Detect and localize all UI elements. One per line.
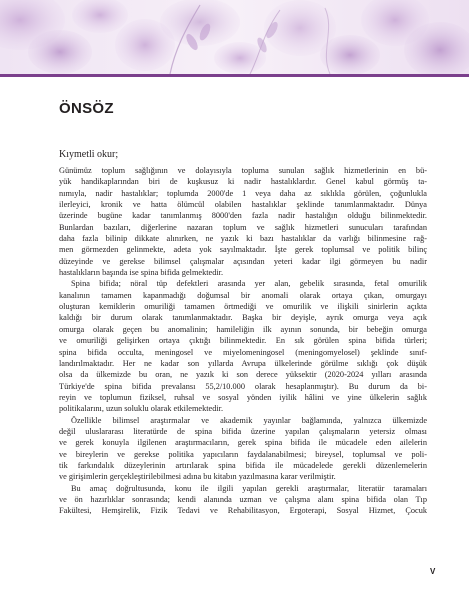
text-line: ve gerek konuyla ilgilenen araştırmacıların, gerek spina bifida ile mücadele eden ailelerin (59, 438, 427, 448)
text-line: Spina bifida; nöral tüp defektleri arasında yer alan, gebelik sırasında, fetal omurilik (71, 279, 427, 289)
text-line: düzeyinde ve gerekse bilimsel çalışmalar açısından yeteri kadar ilgi görmeyen bu nadir (59, 256, 427, 266)
page-title: ÖNSÖZ (59, 100, 114, 117)
text-line: kanalının tamamen kapanmadığı doğumsal bir anomali olarak ortaya çıkan, omurgayı (59, 290, 427, 300)
text-line: Fakültesi, Hemşirelik, Fizik Tedavi ve Rehabilitasyon, Ergoterapi, Sosyal Hizmet, Çocuk (59, 506, 427, 516)
text-line: Günümüz toplum sağlığının ve dolayısıyla topluma sunulan sağlık hizmetlerinin en bü- (59, 166, 427, 175)
text-line: üzerinde bugüne kadar tanımlanmış 8000'den fazla nadir hastalığın olduğu bilinmektedir. (59, 211, 427, 221)
text-line: nımıyla, nadir hastalıklar; toplumda 2000'de 1 veya daha az sıklıkla görülen, çoğunlukla (59, 188, 427, 198)
text-line: ve omuriliği gelişirken ortaya çıktığı bilinmektedir. En sık görülen spina bifida türleri; (59, 336, 427, 346)
text-line: Türkiye'de spina bifida prevalansı 55,2/10.000 olarak hesaplanmıştır). Bu durum da bi- (59, 381, 427, 391)
text-line: reyin ve toplumun fiziksel, ruhsal ve sosyal yönden iyilik hâlini ve yine ülkelerin sağlık (59, 392, 427, 402)
text-line: omurga olarak geçen bu anomalinin; hamileliğin ilk ayının sonunda, bir bebeğin omurga (59, 324, 427, 334)
text-line: oluşturan kemiklerin omuriliği tamamen örtmediği ve omurilik ve ilişkili sinirlerin açıkta (59, 302, 427, 312)
page-number: V (430, 567, 436, 576)
text-line: ve bireylerin ve gerekse politika yapıcıların faydalanabilmesi; bireysel, toplumsal ve poli- (59, 449, 427, 459)
text-line: Bunlardan bazıları, diğerlerine nazaran toplum ve sağlık hizmetleri sunucuları tarafından (59, 222, 427, 232)
text-line: kaldığı bir durum olarak tanımlanmaktadır. Başka bir deyişle, ayrık omurga veya açık (59, 313, 427, 323)
header-rule (0, 74, 469, 77)
text-line: yük handikaplarından biri de kuşkusuz ki nadir hastalıklardır. Genel kabul görmüş ta- (59, 177, 427, 187)
text-line: men görmezden gelinmekte, adeta yok sayılmaktadır. İşte gerek toplumsal ve politik bilinç (59, 245, 427, 255)
text-line: Bu amaç doğrultusunda, konu ile ilgili yapılan gerekli araştırmalar, literatür taramaları (71, 483, 427, 493)
text-line: tik farkındalık düzeylerinin artırılarak spina bifida ile mücadelede gerekli düzenlemelerin (59, 460, 427, 470)
text-line: landırılmaktadır. Her ne kadar son yıllarda Avrupa ülkelerinde görülme sıklığı çok düşük (59, 358, 427, 368)
text-line: ilerleyici, kronik ve hatta ölümcül olabilen hastalıklar şeklinde tanımlanmaktadır. Dünya (59, 200, 427, 210)
text-line: hastalıkların başında ise spina bifida gelmektedir. (59, 268, 224, 278)
text-line: daha fazla bilinip dikkate alınırken, ne yazık ki bazı hastalıklar da varlığı bilinmesine rağ- (59, 234, 427, 244)
text-line: politikalarını, uzun soluklu olarak etkilemektedir. (59, 404, 224, 414)
text-line: spina bifida occulta, meningosel ve miyelomeningosel (meningomyelosel) şeklinde sınıf- (59, 347, 427, 357)
text-line: Özellikle bilimsel araştırmalar ve akademik yayınlar bağlamında, yalnızca ülkemizde (71, 415, 427, 425)
body-text (59, 165, 427, 517)
text-line: olsa da ülkemizde bu oran, ne yazık ki son derece yüksektir (2020-2024 yılları arasında (59, 370, 427, 380)
salutation: Kıymetli okur; (59, 149, 119, 160)
floral-banner-image (0, 0, 469, 74)
text-line: değil uluslararası literatürde de spina bifida üzerine yapılan çalışmaların yetersiz olması (59, 426, 427, 436)
header-banner (0, 0, 469, 74)
text-line: ve ön hazırlıklar sonrasında; kendi alanında uzman ve çalışma alanı spina bifida olan Tıp (59, 494, 427, 504)
text-line: ve girişimlerin gerçekleştirilebilmesi adına bu kitabın yazılmasına karar verilmiştir. (59, 472, 336, 482)
